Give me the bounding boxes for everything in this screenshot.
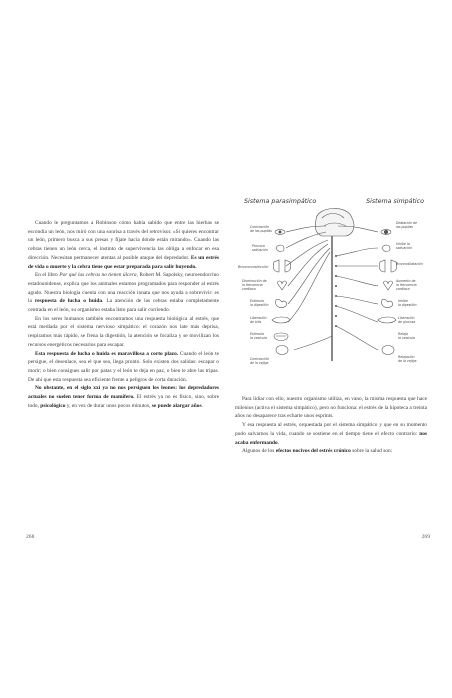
label-salivation: Provoca salivación (252, 244, 268, 252)
page-number-right: 269 (421, 534, 430, 540)
label-bronchoconstriction: Broncoconstricción (238, 265, 269, 269)
label-bile-release: Liberación de bilis (250, 316, 267, 324)
label-pupil-contraction: Contracción de las pupilas (250, 225, 272, 233)
salivary-left (276, 245, 284, 251)
label-heart-fast: Aumento de la frecuencia cardíaca (396, 279, 417, 291)
paragraph: Algunos de los efectos nocivos del estrés crónico sobre la salud son: (242, 448, 393, 455)
left-page-body (28, 219, 219, 410)
paragraph: En los seres humanos también encontramos una respuesta biológica al estrés, que está mediada por el sistema nervioso simpático: el corazón nos late más deprisa, respiramos más rápido, se frena la digestión, la atención se focaliza y se movilizan los recursos energéticos necesarios para escapar. (28, 315, 219, 348)
lungs-left (273, 260, 291, 272)
page-number-left: 268 (26, 534, 35, 540)
nervous-system-diagram (236, 196, 428, 374)
label-gallbladder-relaxed: Relaja la vesícula (398, 332, 415, 340)
lungs-right (379, 260, 397, 272)
liver-left (272, 317, 290, 323)
label-salivation-inhibited: Inhibe la salivación (396, 242, 412, 250)
paragraph: No obstante, en el siglo xxi ya no nos persiguen los leones: los depredadores actuales no suelen tener forma de mamífero. El estrés ya no es físico, sino, sobre todo, psicológico y, en vez de durar unos pocos minutos, se puede alargar años. (28, 385, 219, 409)
paragraph: Y esa respuesta al estrés, orquestada por el sistema simpático y que en su momento pudo salvarnos la vida, cuando se sostiene en el tiempo tiene el efecto contrario: nos acaba enfermando. (235, 422, 427, 446)
stomach-right (382, 299, 393, 307)
paragraph: Esta respuesta de lucha o huida es maravillosa a corto plazo. Cuando el león te persigue, el desenlace, sea el que sea, llega pronto. Solo existen dos salidas: escapar o morir; o bien consigues salir por patas y el león te deja en paz, o bien te abre las tripas. De ahí que esta respuesta sea eficiente frente a peligros de corta duración. (28, 350, 219, 383)
label-gallbladder-stimulated: Estimula la vesícula (250, 332, 267, 340)
paragraph: Para lidiar con ello, nuestro organismo utiliza, en vano, la misma respuesta que hace milenios (activa el sistema simpático), pero no funciona: el estrés de la hipoteca a treinta años no desaparece tras echarte unos esprints. (235, 396, 427, 420)
label-bladder-contraction: Contracción de la vejiga (250, 357, 270, 365)
paragraph: Cuando le preguntamos a Robinson cómo había sabido que entre las hierbas se escondía un león, nos miró con una sonrisa a través del retrovisor. «Si quieres encontrar un león, primero busca a sus presas y fíjate hacia dónde están mirando». Cuando las cebras tienen un león cerca, el instinto de supervivencia las obliga a enfocar en esa dirección. Necesitan permanecer atentas al posible ataque del depredador. Es un estrés de vida o muerte y la cebra tiene que estar preparada para salir huyendo. (28, 220, 219, 270)
right-page-body (235, 395, 427, 456)
label-glucose-release: Liberación de glucosa (398, 316, 416, 324)
label-heart-slow: Disminución de la frecuencia cardíaca (242, 279, 267, 291)
label-digestion-stimulated: Estimula la digestión (250, 299, 269, 307)
salivary-right (382, 245, 390, 251)
heart-left (278, 281, 287, 290)
bladder-left (276, 346, 288, 355)
label-pupil-dilation: Dilatación de las pupilas (396, 221, 417, 229)
label-digestion-inhibited: Inhibe la digestión (398, 299, 417, 307)
sympathetic-title: Sistema simpático (366, 198, 424, 205)
intestine-left (274, 333, 288, 341)
paragraph: En el libro Por qué las cebras no tienen úlcera, Robert M. Sapolsky, neuroendocrino estadounidense, explica que los animales estamos programados para responder al estrés agudo. Nuestra biología cuenta con una reacción innata que nos ayuda a sobrevivir: es la respuesta de lucha o huida. La atención de las cebras estaba completamente centrada en el león, su organismo estaba listo para salir corriendo. (28, 272, 219, 314)
bladder-right (382, 346, 394, 355)
parasympathetic-title: Sistema parasimpático (244, 198, 317, 205)
label-bronchodilation: Broncodilatación (396, 262, 423, 266)
heart-right (384, 281, 393, 290)
stomach-left (276, 299, 287, 307)
brain-drawing (315, 208, 354, 236)
liver-right (378, 317, 396, 323)
label-bladder-relaxed: Relajación de la vejiga (398, 355, 417, 363)
